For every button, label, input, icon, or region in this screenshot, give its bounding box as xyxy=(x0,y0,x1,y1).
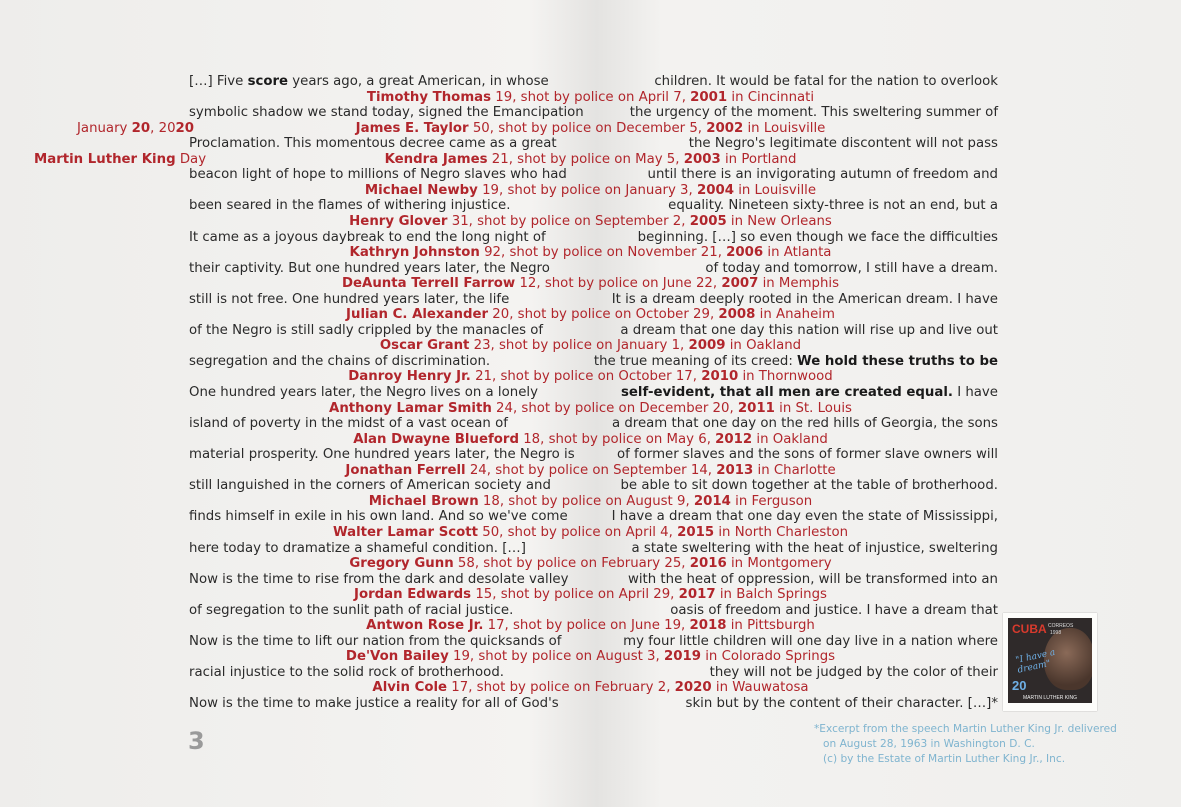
speech-line xyxy=(0,572,1181,588)
mlk-day-label: Martin Luther King Day xyxy=(34,152,207,167)
speech-left-text: island of poverty in the midst of a vast ocean of xyxy=(189,416,508,432)
victim-line xyxy=(0,276,1181,292)
cuba-mlk-postage-stamp xyxy=(1003,613,1097,711)
speech-left-text: Now is the time to rise from the dark and desolate valley xyxy=(189,571,569,587)
speech-right xyxy=(620,478,998,494)
date-note: January 20, 2020 xyxy=(77,121,195,136)
speech-left xyxy=(189,105,584,121)
speech-left-text: segregation and the chains of discrimination. xyxy=(189,353,491,369)
victim-line xyxy=(0,401,1181,417)
victim-age: 31 xyxy=(451,213,469,229)
victim-year: 2009 xyxy=(688,338,726,354)
speech-left-text: material prosperity. One hundred years later, the Negro is xyxy=(189,447,575,463)
victim-place: in Atlanta xyxy=(763,245,832,261)
speech-right-bold: self-evident, that all men are created equal. xyxy=(620,385,953,400)
victim-year: 2019 xyxy=(663,649,701,665)
victim-detail: , shot by police on December 20, xyxy=(512,400,738,416)
speech-left-text: […] Five xyxy=(189,74,248,89)
speech-right-text: my four little children will one day live in a nation where xyxy=(623,633,998,649)
speech-left-bold: score xyxy=(247,74,289,89)
victim-place: in North Charleston xyxy=(714,524,849,540)
speech-right xyxy=(617,447,998,463)
victim-line xyxy=(0,183,1181,199)
victim-name: Michael Brown xyxy=(368,493,479,509)
speech-right xyxy=(654,74,998,90)
speech-line xyxy=(0,230,1181,246)
victim-name: Oscar Grant xyxy=(379,338,470,354)
victim-entry xyxy=(0,401,1181,417)
speech-left-text: It came as a joyous daybreak to end the long night of xyxy=(189,229,546,245)
speech-right-text: skin but by the content of their character. […]* xyxy=(685,696,998,711)
victim-entry xyxy=(0,307,1181,323)
victim-name: Jonathan Ferrell xyxy=(345,462,466,478)
speech-right xyxy=(632,541,998,557)
victim-place: in Oakland xyxy=(752,431,828,447)
speech-left xyxy=(189,603,513,619)
victim-place: in Oakland xyxy=(725,338,802,354)
victim-detail: , shot by police on June 19, xyxy=(504,618,690,634)
victim-name: James E. Taylor xyxy=(355,120,469,136)
speech-line xyxy=(0,541,1181,557)
victim-line xyxy=(0,525,1181,541)
speech-right-text: equality. Nineteen sixty-three is not an end, but a xyxy=(668,198,998,214)
speech-left xyxy=(189,198,510,214)
speech-right-text: a state sweltering with the heat of injustice, sweltering xyxy=(631,540,998,556)
speech-left xyxy=(189,354,490,370)
victim-year: 2002 xyxy=(706,120,744,136)
victim-year: 2008 xyxy=(718,307,756,323)
victim-year: 2017 xyxy=(678,587,716,603)
victim-place: in New Orleans xyxy=(726,213,832,229)
victim-year: 2001 xyxy=(690,89,728,105)
victim-line xyxy=(0,214,1181,230)
victim-detail: , shot by police on April 29, xyxy=(492,587,679,603)
victim-entry xyxy=(0,90,1181,106)
speech-left xyxy=(189,572,568,588)
victim-age: 17 xyxy=(451,680,469,696)
footnote xyxy=(814,722,1117,767)
stamp-quote: "I have a dream" xyxy=(1014,647,1057,676)
speech-line xyxy=(0,509,1181,525)
victim-place: in Montgomery xyxy=(726,556,832,572)
victim-detail: , shot by police on December 5, xyxy=(489,120,707,136)
victim-age: 20 xyxy=(492,307,510,323)
speech-left-text: been seared in the flames of withering injustice. xyxy=(189,198,511,214)
speech-line xyxy=(0,478,1181,494)
victim-name: Jordan Edwards xyxy=(354,587,472,603)
speech-left xyxy=(189,416,508,432)
speech-line xyxy=(0,385,1181,401)
victim-age: 50 xyxy=(482,524,500,540)
victim-line xyxy=(0,369,1181,385)
victim-year: 2014 xyxy=(693,493,731,509)
stamp-correos: CORREOS xyxy=(1048,623,1074,629)
speech-left-text: symbolic shadow we stand today, signed the Emancipation xyxy=(189,105,584,121)
speech-left xyxy=(189,478,551,494)
speech-left xyxy=(189,665,504,681)
speech-right-text: a dream that one day on the red hills of Georgia, the sons xyxy=(611,416,998,432)
victim-line xyxy=(0,494,1181,510)
speech-left-after: years ago, a great American, in whose xyxy=(288,74,549,89)
speech-left xyxy=(189,509,568,525)
victim-place: in Colorado Springs xyxy=(701,649,836,665)
page-number: 3 xyxy=(188,727,205,755)
speech-right xyxy=(638,230,998,246)
speech-right xyxy=(621,385,998,401)
stamp-year: 1998 xyxy=(1050,630,1062,636)
speech-left xyxy=(189,447,575,463)
victim-place: in Anaheim xyxy=(755,307,835,323)
victim-age: 15 xyxy=(475,587,493,603)
victim-detail: , shot by police on February 25, xyxy=(474,556,690,572)
victim-place: in Wauwatosa xyxy=(711,680,809,696)
speech-right xyxy=(612,509,998,525)
speech-right xyxy=(670,603,998,619)
stamp-portrait xyxy=(1008,618,1092,703)
victim-age: 24 xyxy=(469,462,487,478)
speech-right xyxy=(628,572,998,588)
date-note-line xyxy=(0,121,1181,137)
speech-right-text: of former slaves and the sons of former slave owners will xyxy=(617,447,998,463)
victim-name: Alvin Cole xyxy=(372,680,448,696)
speech-left-text: One hundred years later, the Negro lives on a lonely xyxy=(189,385,538,400)
victim-detail: , shot by police on September 14, xyxy=(486,462,717,478)
speech-right-text: I have a dream that one day even the state of Mississippi, xyxy=(611,509,998,525)
victim-detail: , shot by police on June 22, xyxy=(536,276,722,292)
victim-age: 19 xyxy=(482,182,500,198)
victim-age: 50 xyxy=(472,120,490,136)
victim-year: 2020 xyxy=(674,680,712,696)
victim-detail: , shot by police on April 7, xyxy=(512,89,691,105)
victim-age: 24 xyxy=(496,400,513,416)
victim-name: Walter Lamar Scott xyxy=(332,524,479,540)
victim-line xyxy=(0,587,1181,603)
victim-place: in Cincinnati xyxy=(727,89,815,105)
victim-detail: , shot by police on April 4, xyxy=(499,524,678,540)
victim-name: Timothy Thomas xyxy=(366,89,492,105)
stamp-country: CUBA xyxy=(1012,622,1047,636)
victim-detail: , shot by police on January 1, xyxy=(490,338,689,354)
footnote-line: (c) by the Estate of Martin Luther King Jr., Inc. xyxy=(823,753,1066,765)
footnote-line: on August 28, 1963 in Washington D. C. xyxy=(823,738,1035,750)
victim-entry xyxy=(0,587,1181,603)
victim-line xyxy=(0,307,1181,323)
victim-age: 17 xyxy=(487,618,505,634)
victim-entry xyxy=(0,245,1181,261)
speech-right-text: with the heat of oppression, will be transformed into an xyxy=(627,571,998,587)
victim-entry xyxy=(0,525,1181,541)
speech-line xyxy=(0,167,1181,183)
speech-right xyxy=(594,354,998,370)
speech-left-text: of segregation to the sunlit path of racial justice. xyxy=(189,602,514,618)
victim-name: Gregory Gunn xyxy=(349,556,454,572)
victim-name: DeAunta Terrell Farrow xyxy=(341,276,516,292)
victim-entry xyxy=(0,556,1181,572)
victim-detail: , shot by police on November 21, xyxy=(500,245,727,261)
victim-year: 2018 xyxy=(689,618,727,634)
victim-name: De'Von Bailey xyxy=(345,649,449,665)
speech-right xyxy=(689,136,998,152)
stamp-value: 20 xyxy=(1012,678,1027,693)
victim-year: 2012 xyxy=(715,431,753,447)
victim-entry xyxy=(0,183,1181,199)
victim-line xyxy=(0,90,1181,106)
victim-age: 19 xyxy=(452,649,470,665)
victim-place: in Thornwood xyxy=(738,369,833,385)
victim-name: Kendra James xyxy=(384,151,488,167)
victim-age: 19 xyxy=(495,89,513,105)
victim-entry xyxy=(0,369,1181,385)
speech-right-text: children. It would be fatal for the nation to overlook xyxy=(654,74,998,89)
victim-age: 21 xyxy=(475,369,492,385)
speech-left xyxy=(189,74,549,90)
speech-right-text: It is a dream deeply rooted in the American dream. I have xyxy=(611,291,998,307)
victim-year: 2011 xyxy=(737,400,775,416)
speech-right xyxy=(612,416,998,432)
speech-right xyxy=(705,261,998,277)
speech-line xyxy=(0,261,1181,277)
speech-right xyxy=(668,198,998,214)
victim-year: 2016 xyxy=(689,556,727,572)
victim-place: in Memphis xyxy=(758,276,840,292)
speech-right-text: beginning. […] so even though we face the difficulties xyxy=(637,229,998,245)
speech-left-text: of the Negro is still sadly crippled by the manacles of xyxy=(189,322,544,338)
speech-right xyxy=(620,323,998,339)
speech-right-text: the true meaning of its creed: xyxy=(593,353,798,369)
speech-line xyxy=(0,198,1181,214)
speech-right-text: the Negro's legitimate discontent will not pass xyxy=(688,136,998,152)
speech-left xyxy=(189,323,543,339)
victim-line xyxy=(0,338,1181,354)
victim-entry xyxy=(0,494,1181,510)
footnote-line: *Excerpt from the speech Martin Luther King Jr. delivered xyxy=(814,723,1117,735)
victim-detail: , shot by police on August 9, xyxy=(499,493,694,509)
speech-right-bold: We hold these truths to be xyxy=(797,353,998,369)
victim-place: in Louisville xyxy=(743,120,826,136)
speech-left xyxy=(189,136,557,152)
victim-year: 2015 xyxy=(677,524,715,540)
speech-left xyxy=(189,167,567,183)
victim-year: 2004 xyxy=(696,182,734,198)
victim-age: 23 xyxy=(473,338,491,354)
victim-entry xyxy=(0,276,1181,292)
speech-line xyxy=(0,447,1181,463)
speech-right-text: a dream that one day this nation will rise up and live out xyxy=(620,322,998,338)
victim-detail: , shot by police on October 29, xyxy=(509,307,719,323)
victim-line xyxy=(0,432,1181,448)
speech-left xyxy=(189,696,559,712)
victim-place: in Ferguson xyxy=(730,493,813,509)
victim-place: in Pittsburgh xyxy=(726,618,815,634)
victim-detail: , shot by police on May 6, xyxy=(540,431,716,447)
victim-line xyxy=(0,245,1181,261)
speech-right xyxy=(686,696,998,712)
victim-line xyxy=(0,463,1181,479)
speech-right-text: the urgency of the moment. This sweltering summer of xyxy=(629,105,998,121)
victim-entry xyxy=(0,432,1181,448)
victim-name: Michael Newby xyxy=(364,182,478,198)
speech-right-text: they will not be judged by the color of their xyxy=(709,664,998,680)
speech-line xyxy=(0,105,1181,121)
victim-line xyxy=(0,556,1181,572)
speech-line xyxy=(0,292,1181,308)
victim-place: in Louisville xyxy=(733,182,817,198)
victim-detail: , shot by police on January 3, xyxy=(499,182,697,198)
victim-entry xyxy=(0,338,1181,354)
victim-year: 2010 xyxy=(701,369,739,385)
speech-left-text: Proclamation. This momentous decree came as a great xyxy=(189,136,557,152)
speech-line xyxy=(0,323,1181,339)
victim-name: Alan Dwayne Blueford xyxy=(353,431,519,447)
speech-left-text: their captivity. But one hundred years later, the Negro xyxy=(189,260,550,276)
speech-left-text: still languished in the corners of American society and xyxy=(189,478,551,494)
speech-right xyxy=(612,292,998,308)
speech-left-text: Now is the time to lift our nation from the quicksands of xyxy=(189,633,562,649)
victim-year: 2003 xyxy=(683,151,721,167)
victim-place: in Portland xyxy=(720,151,797,167)
victim-age: 18 xyxy=(523,431,541,447)
speech-right xyxy=(710,665,998,681)
speech-left-text: Now is the time to make justice a reality for all of God's xyxy=(189,696,559,711)
speech-right-text: oasis of freedom and justice. I have a dream that xyxy=(670,602,998,618)
victim-age: 21 xyxy=(491,151,509,167)
speech-line xyxy=(0,416,1181,432)
speech-line xyxy=(0,354,1181,370)
speech-left-text: still is not free. One hundred years later, the life xyxy=(189,291,510,307)
speech-right xyxy=(623,634,998,650)
victim-entry xyxy=(0,463,1181,479)
speech-right-text: until there is an invigorating autumn of freedom and xyxy=(647,167,998,183)
victim-detail: , shot by police on September 2, xyxy=(468,213,690,229)
speech-right xyxy=(630,105,998,121)
victim-age: 92 xyxy=(484,245,501,261)
victim-age: 58 xyxy=(457,556,475,572)
speech-left xyxy=(189,261,550,277)
speech-left xyxy=(189,230,546,246)
speech-right-text: I have xyxy=(952,385,998,400)
victim-age: 18 xyxy=(482,493,500,509)
speech-left-text: beacon light of hope to millions of Negro slaves who had xyxy=(189,167,567,183)
victim-detail: , shot by police on October 17, xyxy=(492,369,702,385)
victim-name: Julian C. Alexander xyxy=(346,307,489,323)
victim-name: Kathryn Johnston xyxy=(349,245,480,261)
speech-line xyxy=(0,74,1181,90)
speech-left-text: here today to dramatize a shameful condition. […] xyxy=(189,540,526,556)
victim-name: Antwon Rose Jr. xyxy=(366,618,484,634)
victim-entry xyxy=(0,214,1181,230)
speech-left-text: racial injustice to the solid rock of brotherhood. xyxy=(189,664,504,680)
speech-right-text: of today and tomorrow, I still have a dream. xyxy=(705,260,998,276)
victim-name: Henry Glover xyxy=(349,213,448,229)
victim-year: 2013 xyxy=(716,462,754,478)
victim-place: in St. Louis xyxy=(774,400,852,416)
victim-place: in Balch Springs xyxy=(715,587,827,603)
victim-detail: , shot by police on August 3, xyxy=(469,649,664,665)
victim-name: Danroy Henry Jr. xyxy=(348,369,471,385)
speech-line xyxy=(0,136,1181,152)
victim-age: 12 xyxy=(519,276,537,292)
speech-right-text: be able to sit down together at the table of brotherhood. xyxy=(620,478,998,494)
speech-left xyxy=(189,541,526,557)
speech-left xyxy=(189,292,509,308)
victim-detail: , shot by police on February 2, xyxy=(468,680,675,696)
victim-name: Anthony Lamar Smith xyxy=(329,400,492,416)
victim-year: 2005 xyxy=(689,213,727,229)
victim-place: in Charlotte xyxy=(753,462,836,478)
speech-left xyxy=(189,634,561,650)
speech-right xyxy=(648,167,998,183)
victim-year: 2007 xyxy=(721,276,759,292)
speech-left-text: finds himself in exile in his own land. And so we've come xyxy=(189,509,568,525)
stamp-name: MARTIN LUTHER KING xyxy=(1022,695,1078,701)
mlk-day-line xyxy=(0,152,1181,168)
speech-left xyxy=(189,385,538,401)
victim-year: 2006 xyxy=(726,245,764,261)
victim-detail: , shot by police on May 5, xyxy=(508,151,684,167)
